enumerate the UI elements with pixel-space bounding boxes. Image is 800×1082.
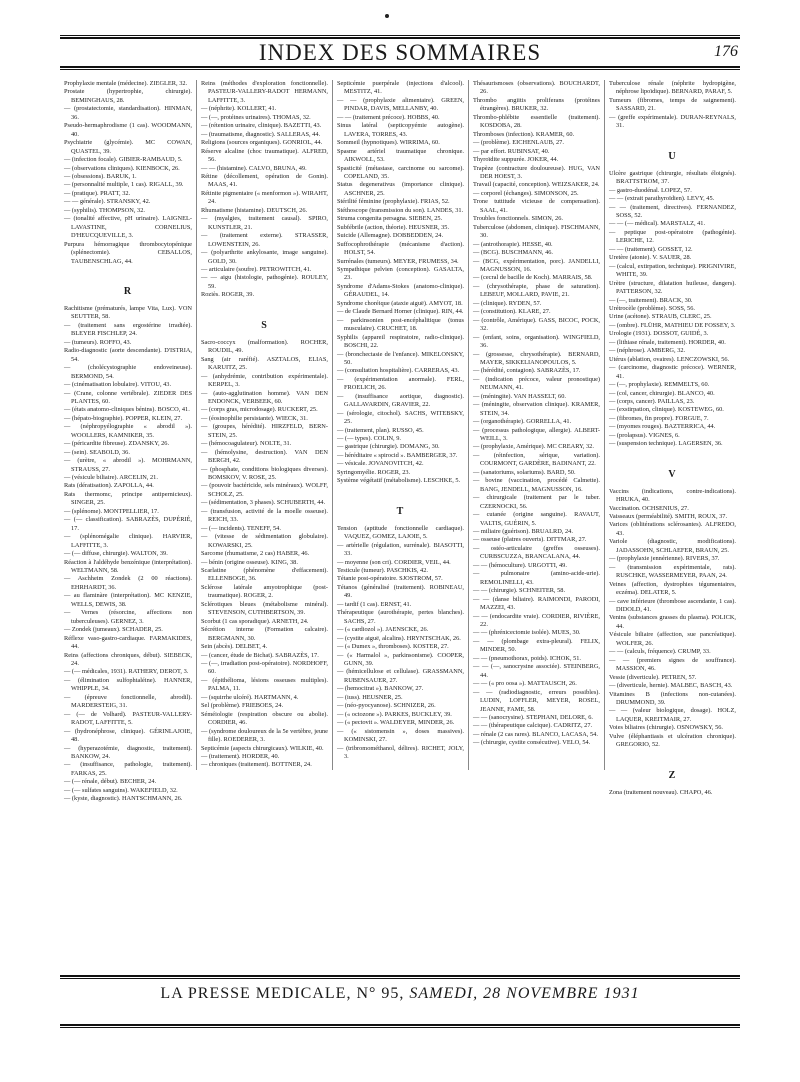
index-entry: — — (histamine). CALVO, BRUNA, 49.: [201, 164, 307, 172]
index-entry: — (— de Volhard). PASTEUR-VALLERY-RADOT, LAFFITTE, 5.: [64, 710, 192, 727]
index-entry: Variole (diagnostic, modifications). JADASSOHN, SCHLAEFER, BRAUN, 25.: [609, 538, 736, 554]
index-entry: — (« sistomensin », doses massives). KOMINSKI, 27.: [337, 727, 464, 744]
index-entry: — (sérologie, citochol). SACHS, WITEBSKY, 25.: [337, 409, 464, 426]
index-entry: Status degenerativus (importance clinique). ASCHNER, 25.: [337, 181, 464, 197]
index-entry: Vessie (diverticule). PETREN, 57.: [609, 673, 697, 681]
index-entry: — — (pneumothorax, poids). ICHOK, 51.: [473, 654, 582, 662]
index-entry: — (organothérapie). GORRELLA, 41.: [473, 418, 572, 426]
index-entry: — Vernes (résorcine, affections non tuberculeuses). GERNEZ, 3.: [64, 609, 192, 625]
index-entry: — (traitement sans ergostérine irradiée). BLEYER FISCHLEP, 24.: [64, 321, 192, 338]
index-entry: Sommeil (hypnotiques). WIRRIMA, 60.: [337, 139, 440, 147]
index-entry: — (méningite). VAN HASSELT, 60.: [473, 392, 566, 400]
index-entry: — (splénome). MONTPELLIER, 17.: [64, 507, 159, 515]
index-entry: Septicémie (aspects chirurgicaux). WILKIE, 40.: [201, 744, 324, 752]
index-entry: — (processus pathologique, allergie). ALBERT-WEILL, 3.: [473, 426, 600, 443]
index-entry: — (épithélioma, lésions osseuses multiples). PALMA, 11.: [201, 676, 328, 693]
index-entry: Sympathique pelvien (conception). GASALTA, 23.: [337, 265, 464, 282]
index-entry: — de Claude Bernard Horner (clinique). RIN, 44.: [337, 308, 464, 316]
index-entry: Sacro-coccyx (malformation). ROCHER, ROUDIL, 49.: [201, 338, 328, 355]
index-entry: Tumeurs (fibromes, temps de saignement). SASSARD, 21.: [609, 96, 736, 113]
index-entry: — (greffe expérimentale). DURAN-REYNALS, 31.: [609, 113, 736, 130]
footer-rule: [60, 975, 740, 977]
index-entry: — (éosinophilie persistante). WIECK, 31.: [201, 414, 308, 422]
index-entry: Tétanie post-opératoire. SJOSTROM, 57.: [337, 575, 443, 583]
index-entry: Scorbut (1 cas sporadique). ARNETH, 24.: [201, 617, 309, 625]
index-entry: Urine (acétone). STRAUB, CLERC, 25.: [609, 313, 712, 321]
index-entry: — vésicale. JOVANOVITCH, 42.: [337, 460, 424, 468]
top-center-mark: [385, 14, 389, 18]
index-entry: — (sein). SEABOLD, 36.: [64, 448, 130, 456]
index-entry: — (vitesse de sédimentation globulaire). KOWARSKI, 25.: [201, 533, 328, 549]
index-entry: — bovine (vaccination, procédé Calmette). BANG, JENDELL, MAGNUSSON, 16.: [473, 477, 600, 493]
index-entry: — gastrique (chirurgie). DOMANG, 30.: [337, 443, 440, 451]
index-entry: — par effort. RUBINSAT, 40.: [473, 147, 550, 155]
index-entry: Suffocophrothérapie (mécanisme d'action). HOLST, 54.: [337, 240, 464, 257]
index-entry: Syndrome choréique (ataxie aiguë). AMYOT, 18.: [337, 299, 463, 307]
index-entry: Voies biliaires (chirurgie). OSNOWSKY, 56.: [609, 724, 723, 732]
index-entry: — (traitement). HORDER, 40.: [201, 752, 280, 760]
index-entry: — (kyste, diagnostic). HANTSCHMANN, 26.: [64, 795, 183, 803]
index-entry: — (tonalité affective, pH urinaire). LAIGNEL-LAVASTINE, CORNELIUS, D'HEUCQUEVILLE, 3.: [64, 215, 192, 240]
index-entry: — moyenne (son cri). CORDIER, VEIL, 44.: [337, 558, 451, 566]
index-entry: Spasme artériel traumatique chronique. AIKWOLL, 53.: [337, 147, 464, 164]
index-entry: Syphilis (appareil respiratoire, radio-clinique). BOSCHI, 22.: [337, 333, 464, 350]
section-heading: S: [261, 319, 268, 331]
index-entry: — (grossesse, chrysothérapie). BERNARD, MAYER, SIKKELIANOPOULOS, 5.: [473, 350, 600, 366]
index-entry: — (corps, cancer). PAILLAS, 23.: [609, 397, 695, 405]
index-entry: Thyroïdite suppurée. JOKER, 44.: [473, 156, 559, 164]
index-entry: — (cystite aiguë, alcalins). HRYNTSCHAK, 26.: [337, 634, 461, 642]
index-entry: — (carcinome, diagnostic précoce). WERNER, 41.: [609, 364, 736, 380]
index-entry: — osseuse (platres ouverts). DITTMAR, 27.: [473, 536, 587, 544]
index-entry: Utérus (ablation, ovaires). LENCZOWSKI, 56.: [609, 355, 730, 363]
index-entry: — bénin (origine osseuse). KING, 38.: [201, 558, 298, 566]
index-entry: — (hémocoagulateur). NOLTE, 31.: [201, 440, 292, 448]
index-entry: Trapèze (contracture douloureuse). HUG, VAN DER HOEST, 3.: [473, 164, 600, 180]
index-entry: — (cholécystographie endoveineuse). BERMOND, 54.: [64, 364, 192, 380]
index-entry: — — (premiers signes de souffrance). MASSION, 46.: [609, 656, 736, 673]
index-entry: — (sédimentation, 3 phases). SCHUBERTH, 44.: [201, 499, 326, 507]
index-entry: — (— diffuse, chirurgie). WALTON, 39.: [64, 550, 168, 558]
index-entry: Radio-diagnostic (aorte descendante). D'ISTRIA, 54.: [64, 347, 192, 363]
index-entry: — (néo-pyocyanose). SCHNIZER, 26.: [337, 702, 436, 710]
index-entry: — (péricardite fibreuse). ZDANSKY, 26.: [64, 440, 170, 448]
index-entry: — (calcul, extirpation, technique). PRIGNIVIRE, WHITE, 39.: [609, 262, 736, 279]
index-entry: — — (—, sanocrysine associée). STEINBERG, 44.: [473, 663, 600, 679]
index-entry: Tension (aptitude fonctionnelle cardiaque). VAQUEZ, GOMEZ, LAJOIE, 5.: [337, 524, 464, 541]
index-entry: Reins (affections chroniques, début). SIEBECK, 24.: [64, 651, 192, 667]
index-entry: Réflexe vaso-gastro-cardiaque. FARMAKIDES, 44.: [64, 634, 192, 651]
index-entry: — (clinique). RYDEN, 57.: [473, 299, 542, 307]
index-entry: — — générale). STRANSKY, 42.: [64, 198, 151, 206]
index-entry: — (prostatectomie, standardisation). HINMAN, 36.: [64, 105, 192, 121]
index-entry: — articulaire (soufre). PETROWITCH, 41.: [201, 265, 312, 273]
index-entry: — — (danse biliaire). RAIMONDI, PARODI, MAZZEI, 43.: [473, 595, 600, 612]
index-entry: — (corps gras, microdosage). RUCKERT, 25.: [201, 406, 318, 414]
index-entry: — (épreuve fonctionnelle, abrodil). MARDERSTEIG, 31.: [64, 693, 192, 710]
index-entry: — (constitution). KLARE, 27.: [473, 308, 551, 316]
issue-date: SAMEDI, 28 NOVEMBRE 1931: [409, 985, 640, 1002]
index-entry: Vaccins (indications, contre-indications). HRUKA, 40.: [609, 487, 736, 504]
index-entry: Subfébrile (action, théorie). HEUSNER, 35.: [337, 223, 450, 231]
index-entry: Reins (méthodes d'exploration fonctionnelle). PASTEUR-VALLERY-RADOT HERMANN, LAFFITTE, 3.: [201, 80, 328, 104]
index-entry: Prostate (hypertrophie, chirurgie). BEMINGHAUS, 28.: [64, 88, 192, 104]
index-entry: — — (traitement précoce). HOBBS, 40.: [337, 113, 440, 121]
index-entry: — (« cardiozol »). JAENSCKE, 26.: [337, 626, 429, 634]
issue-number: N° 95,: [356, 985, 405, 1002]
index-column: [604, 80, 740, 796]
index-entry: — — (plombage extra-pleural). FELIX, MINDER, 50.: [473, 637, 600, 654]
index-entry: — (états anatomo-cliniques bénins). BOSCO, 41.: [64, 406, 190, 414]
section-heading: U: [668, 150, 677, 162]
index-entry: — (chrysothérapie, phase de saturation). LEBEUF, MOLLARD, PAVIE, 21.: [473, 282, 600, 299]
index-entry: Urètre (structure, dilatation huileuse, dangers). PATTERSON, 32.: [609, 279, 736, 296]
index-entry: — (néphrose). AMBERG, 32.: [609, 347, 686, 355]
index-entry: Sclérose latérale amyotrophique (post-traumatique). ROGER, 2.: [201, 583, 328, 600]
index-entry: — tardif (1 cas). ERNST, 41.: [337, 600, 412, 608]
index-entry: — cutanée (origine sanguine). RAVAUT, VALTIS, GUÉRIN, 5.: [473, 511, 600, 527]
index-entry: — — (hémoculture). URGOTTI, 49.: [473, 561, 567, 569]
index-entry: — (infection focale). GIBIER-RAMBAUD, 5.: [64, 156, 183, 164]
index-entry: Rhumatisme (histamine). DEUTSCH, 26.: [201, 206, 308, 214]
header-rule: [60, 66, 740, 68]
index-entry: — (problème). EICHENLAUB, 27.: [473, 139, 564, 147]
index-entry: — parkinsonien post-encéphalitique (tonus musculaire). CRUCHET, 18.: [337, 316, 464, 333]
index-entry: — — (endocardite vraie). CORDIER, RIVIÈRE, 22.: [473, 612, 600, 628]
index-entry: — (transfusion, activité de la moelle osseuse). REICH, 33.: [201, 507, 328, 524]
index-entry: — (syndrome douloureux de la 5e vertèbre, jeune fille). ROEDERER, 3.: [201, 727, 328, 744]
index-entry: — (— classification). SABRAZÈS, DUPÉRIÉ, 17.: [64, 516, 192, 532]
index-entry: Urétrocèle (problème). SOSS, 56.: [609, 304, 695, 312]
index-entry: — (expérimentation anormale). FERL, FROELICH, 26.: [337, 375, 464, 392]
index-entry: — Zondek (jumeaux). SCHADER, 25.: [64, 626, 163, 634]
index-entry: — au flaminàre (interprétation). MC KENZIE, WELLS, DEWIS, 38.: [64, 592, 192, 608]
index-entry: — — (traitement, directives). FERNANDEZ, SOSS, 52.: [609, 203, 736, 219]
index-entry: — (col, cancer, chirurgie). BLANCO, 40.: [609, 389, 715, 397]
index-entry: — (hemocitrat »). BANKOW, 27.: [337, 685, 424, 693]
index-entry: — — (— médical). MARSTALZ, 41.: [609, 220, 706, 228]
index-entry: — (insuffisance, pathologie, traitement). FARKAS, 25.: [64, 761, 192, 777]
index-entry: — (hérédité, contagion). SABRAZÈS, 17.: [473, 367, 581, 375]
index-entry: — pulmonaire (amino-acide-urie). REMOLINELLI, 43.: [473, 570, 600, 586]
index-entry: — (traumatisme, diagnostic). SALLERAS, 44.: [201, 130, 321, 138]
index-entry: — (néphrite). KOLLERT, 41.: [201, 105, 277, 113]
index-entry: — (méningite, observation clinique). KRAMER, STEIN, 34.: [473, 401, 600, 417]
index-entry: Syndrome d'Adams-Stokes (anatomo-clinique). GÉRAUDEL, 14.: [337, 282, 464, 299]
index-entry: — (« Harmalol », parkinsonisme). COOPER, GUNN, 39.: [337, 651, 464, 667]
index-entry: Surrénales (tumeurs). MEYER, FRUMESS, 34.: [337, 257, 459, 265]
index-entry: Sécrétion interne (Formation calcaire). BERGMANN, 30.: [201, 626, 328, 642]
index-entry: — (hémolysine, destruction). VAN DEN BERGH, 42.: [201, 448, 328, 465]
index-entry: — — (thérapeutique calcique). CADRITZ, 27.: [473, 722, 593, 730]
index-entry: — (transmission expérimentale, rats). RUSCHKE, WASSERMEYER, PAAN, 24.: [609, 563, 736, 580]
index-entry: Sang (air raréfié). ASZTALOS, ELIAS, KARUITZ, 25.: [201, 355, 328, 372]
index-entry: Vulve (éléphantiasis et ulcération chronique). GREGORIO, 52.: [609, 732, 736, 749]
index-entry: Urologie (1931). DOSSOT, GUIDÉ, 3.: [609, 330, 709, 338]
index-entry: — (—, traitement). BRACK, 30.: [609, 296, 693, 304]
index-entry: — (— rénale, début). BECHER, 24.: [64, 778, 157, 786]
index-entry: — (cinématisation lobulaire). VITOU, 43.: [64, 381, 172, 389]
index-entry: Rétinite pigmentaire (« menformon »). WIRAHT, 24.: [201, 189, 328, 206]
index-entry: — (myomes rouges). BAZTERRICA, 44.: [609, 423, 716, 431]
index-entry: — (prolapsus). VIGNES, 6.: [609, 431, 680, 439]
index-entry: — gastro-duodénal. LOPEZ, 57.: [609, 186, 692, 194]
index-entry: Rétine (décollement, opération de Gonin). MAAS, 41.: [201, 172, 328, 189]
index-entry: Varices (oblitérations sclérosantes). ALFREDO, 43.: [609, 521, 736, 537]
index-entry: — — (phrénicectomie isolée). MUES, 30.: [473, 629, 581, 637]
index-entry: Thromboses (infection). KRAMER, 60.: [473, 130, 575, 138]
index-entry: Ulcère gastrique (chirurgie, résultats éloignés). BRATTSTROM, 37.: [609, 169, 736, 186]
index-entry: Thrombo angiitis proliferans (protéines étrangères). BRUKER, 32.: [473, 96, 600, 113]
index-entry: — — (calculs, fréquence). CRUMP, 33.: [609, 648, 711, 656]
index-entry: Struma congenita persagna. SIEBEN, 25.: [337, 215, 443, 223]
index-entry: Sarcome (rhumatisme, 2 cas) HABER, 46.: [201, 550, 310, 558]
journal-footer: [0, 985, 800, 1003]
index-entry: — corporel (échanges). SIMONSON, 25.: [473, 189, 579, 197]
index-entry: — (iuss). HEUSNER, 25.: [337, 693, 403, 701]
index-entry: Vésicule biliaire (affection, sue pancréatique). WOLFER, 26.: [609, 631, 736, 647]
index-entry: Système végétatif (métabolisme). LESCHKE, 5.: [337, 477, 461, 485]
index-entry: — chroniques (traitement). BOTTNER, 24.: [201, 761, 312, 769]
index-entry: — (antrothorapie). HESSE, 40.: [473, 240, 553, 248]
index-entry: — — (sanocrysine). STEPHANI, DELORE, 6.: [473, 713, 593, 721]
index-entry: — (hyperazotémie, diagnostic, traitement). BANKOW, 24.: [64, 744, 192, 760]
index-entry: — (BCG). BUSCHMANN, 46.: [473, 249, 554, 257]
index-entry: Vaccination. OCHSENIUS, 27.: [609, 504, 689, 512]
section-heading: R: [123, 285, 133, 297]
index-entry: Rachitisme (prématurés, lampe Vita, Lux). VON SEUTTER, 58.: [64, 304, 192, 321]
index-entry: — (groupes, hérédité). HIRZFELD, BERN-STEIN, 25.: [201, 423, 328, 439]
index-entry: Sclérotiques bleues (métabolisme minéral). STEVENSON, CUTHBERTSON, 39.: [201, 600, 328, 617]
index-entry: — (obsessions). BARUK, 1.: [64, 172, 137, 180]
index-entry: — (réinfection, sérique, variation). COURMONT, GARDÈRE, BADINANT, 22.: [473, 451, 600, 468]
index-entry: — (consultation hospitalière). CARRERAS, 43.: [337, 367, 460, 375]
index-column: [468, 80, 604, 770]
index-entry: — — (traitement). GOSSET, 12.: [609, 245, 693, 253]
index-entry: Purpura hémorragique thrombocytopénique (splénectomie). CEBALLOS, TAUBENSCHLAG, 44.: [64, 240, 192, 265]
index-entry: — artérielle (régulation, surrénale). BIASOTTI, 33.: [337, 541, 464, 558]
index-entry: Roziès. ROGER, 39.: [201, 291, 255, 299]
index-entry: — (« pectovit ». WALDEYER, MINDER, 26.: [337, 719, 455, 727]
index-entry: Septicémie puerpérale (injections d'alcool). MESTITZ, 41.: [337, 80, 464, 96]
page-number: 176: [714, 43, 738, 60]
index-entry: — (—, irradiation post-opératoire). NORDHOFF, 60.: [201, 660, 328, 676]
index-entry: — — (chirurgie). SCHNEITER, 58.: [473, 587, 566, 595]
index-entry: Prophylaxie mentale (médecine). ZIEGLER, 32.: [64, 80, 188, 87]
index-entry: — (enfant, soins, organisation). WINGFIELD, 36.: [473, 333, 600, 350]
index-entry: — (contrôle, Amérique). GASS, BICOC, POCK, 32.: [473, 316, 600, 333]
index-entry: — — (extrait parathyroïdien). LEVY, 45.: [609, 195, 715, 203]
index-entry: — (vésicule biliaire). ARCELIN, 21.: [64, 474, 158, 482]
index-entry: Thrombo-phlébite essentielle (traitement). KOSDOBA, 28.: [473, 113, 600, 130]
index-entry: Troubles fonctionnels. SIMON, 26.: [473, 215, 563, 223]
index-entry: — (Crane, colonne vertébrale). ZIEDER DES PLANTES, 60.: [64, 389, 192, 405]
index-entry: Scarlatine (phénomène d'effacement). ELLENBOGE, 36.: [201, 567, 328, 583]
index-entry: — (exstirpation, clinique). KOSTEWEG, 60.: [609, 406, 724, 414]
index-entry: — (urètre, « abrodil »). MOHRMANN, STRAUSS, 27.: [64, 457, 192, 473]
index-entry: Trone tuttitude vicieuse de compensation). SAAL, 41.: [473, 198, 600, 214]
index-entry: — (suspension technique). LAGERSEN, 36.: [609, 440, 723, 448]
index-entry: — (prophylaxie, Amérique). MC CREARY, 32.: [473, 443, 594, 451]
index-entry: Suicide (Allemagne). DOBBEDDEN, 24.: [337, 232, 444, 240]
index-entry: Thérapeutique (aurothérapie, pertes blanches). SACHS, 27.: [337, 609, 464, 625]
index-entry: — (personnalité multiple, 1 cas). RIGALL, 39.: [64, 181, 184, 189]
index-entry: — (« Dumex », thromboses). KOSTER, 27.: [337, 643, 449, 651]
index-entry: Stéthoscope (transmission du son). LANDES, 31.: [337, 206, 464, 214]
index-entry: — (squirrhe ulcéré). HARTMANN, 4.: [201, 693, 299, 701]
index-entry: — (— types). COLIN, 9.: [337, 435, 401, 443]
index-entry: Uretère (atonie). V. SAUER, 28.: [609, 254, 692, 262]
index-entry: Venins (substances grasses du plasma). POLICK, 44.: [609, 614, 736, 630]
index-entry: — (sanatoriums, solariums). BARD, 50.: [473, 468, 576, 476]
index-entry: — (hépato-biographie). POPPER, KLEIN, 27.: [64, 414, 183, 422]
section-heading: T: [396, 505, 405, 517]
index-entry: — — (valeur biologique, dosage). HOLZ, LAQUER, KREITMAIR, 27.: [609, 707, 736, 723]
index-entry: Thésaurismoses (observations). BOUCHARDT, 26.: [473, 80, 600, 96]
index-entry: — (traitement externe). STRASSER, LOWENSTEIN, 26.: [201, 232, 328, 248]
index-entry: — (hydronéphrose, clinique). GÉRINLAJOIE, 48.: [64, 727, 192, 744]
footer-rule: [60, 978, 740, 979]
index-entry: — (pratique). PRATT, 32.: [64, 189, 131, 197]
index-entry: — (diverticule, hernie). MALBEC, BASCH, 43.: [609, 682, 733, 690]
index-entry: — (anhydrémie, contribution expérimentale). KERPEL, 3.: [201, 372, 328, 389]
index-entry: — (cancer, étude de Bichat). SABRAZÈS, 17.: [201, 651, 319, 659]
index-entry: Rats (dératisation). ZAPOLLA, 44.: [64, 482, 154, 490]
index-entry: — (— incidents). TENEFF, 54.: [201, 524, 281, 532]
index-entry: — (tumeurs). ROFFO, 43.: [64, 338, 132, 346]
index-entry: Tétanos (généralisé (traitement). ROBINEAU, 49.: [337, 583, 464, 600]
index-entry: — (ombre). FLÜHR, MATHIEU DE FOSSEY, 3.: [609, 321, 736, 329]
index-entry: Spasticité (métastase, carcinome ou sarcome). COPELAND, 35.: [337, 164, 464, 180]
index-entry: Vaisseaux (perméabilité). SMITH, ROUX, 37.: [609, 513, 728, 521]
index-entry: Réserve alcaline (choc traumatique). ALFRED, 56.: [201, 147, 328, 164]
index-entry: — (— médicales, 1931). RATHERY, DEROT, 3.: [64, 668, 189, 676]
index-entry: — (élimination sulfophtaléine). HANNER, WHIPPLE, 34.: [64, 676, 192, 693]
index-entry: — (myalgies, traitement causal). SPIRO, KUNSTLER, 21.: [201, 215, 328, 231]
index-entry: — héréditaire « spirocid ». BAMBERGER, 37.: [337, 451, 458, 459]
index-entry: — — aigu (histologie, pathogénie). ROULEY, 59.: [201, 274, 328, 290]
footer-rule: [60, 1024, 740, 1026]
index-entry: — (cecral de bacille de Koch). MARRAIS, 58.: [473, 274, 593, 282]
index-entry: — (hémicellulose et cellulase). GRASSMANN, RUBENSAUER, 27.: [337, 668, 464, 684]
index-entry: — — (prophylaxie alimentaire). GREEN, PINDAR, DAVIS, MELLANBY, 40.: [337, 96, 464, 113]
index-entry: — (« octozone »). PARKES, BUCKLEY, 39.: [337, 710, 452, 718]
index-entry: Pseudo-hermaphrodisme (1 cas). WOODMANN, 40.: [64, 122, 192, 138]
index-entry: Psychiatrie (glycémie). MC COWAN, QUASTEL, 39.: [64, 139, 192, 155]
index-entry: — — (radiodiagnostic, erreurs possibles). LUDIN, LOFFLER, MEYER, ROSEL, JEANNE, FAME, 58.: [473, 688, 600, 713]
index-entry: Sein (abcès). DELBET, 4.: [201, 643, 268, 651]
index-entry: Zona (traitement nouveau). CHAPO, 46.: [609, 788, 713, 796]
index-entry: — Aschheim Zondek (2 00 réactions). EHRHARDT, 36.: [64, 575, 192, 591]
journal-name: LA PRESSE MEDICALE,: [160, 985, 352, 1002]
index-entry: Rats thermomc, principe antipernicieux). SINGER, 25.: [64, 490, 192, 507]
index-entry: — (BCG, expérimentation, porc). JANDELLI, MAGNUSSON, 16.: [473, 257, 600, 273]
index-entry: — (insuffisance aortique, diagnostic). GALLAVARDIN, GRAVIER, 22.: [337, 392, 464, 409]
index-entry: Vitamines B (infections non-cutanées). DRUMMOND, 39.: [609, 690, 736, 706]
index-entry: Travail (capacité, conception). WEIZSAKER, 24.: [473, 181, 600, 189]
section-heading: V: [668, 468, 677, 480]
index-entry: Syringomyélie. ROGER, 23.: [337, 468, 411, 476]
index-entry: Séméiologie (respiration obscure ou abolie). CORDIER, 46.: [201, 710, 328, 727]
index-entry: — rénale (2 cas rares). BLANCO, LACASA, 54.: [473, 730, 598, 738]
index-entry: — peptique post-opératoire (pathogénie). LERICHE, 12.: [609, 228, 736, 245]
index-column: [332, 80, 468, 770]
page-title: INDEX DES SOMMAIRES: [258, 40, 542, 65]
index-entry: — (indication précoce, valeur pronostique) NEUMANN, 41.: [473, 375, 600, 392]
index-entry: — (lithiase rénale, traitement). HORDER, 40.: [609, 338, 726, 346]
index-entry: — (—, protéines urinaires). THOMAS, 32.: [201, 113, 311, 121]
index-entry: — (splénomégalie clinique). HARVIER, LAFFITTE, 3.: [64, 533, 192, 549]
index-columns: [60, 80, 740, 803]
index-entry: — (traitement, plan). RUSSO, 45.: [337, 426, 424, 434]
index-entry: — (fibromes, fin propre). FORGUE, 7.: [609, 414, 709, 422]
index-entry: Tuberculose rénale (néphrite hydropigène, néphrose lipoïdique). BERNARD, PARAF, 5.: [609, 80, 736, 96]
header-rule: [60, 37, 740, 39]
index-entry: — (tribromométhanol, délires). RICHET, JOLY, 3.: [337, 744, 464, 760]
index-entry: — — (« pro oosa »). MATTAUSCH, 26.: [473, 680, 577, 688]
index-entry: — (phosphate, conditions biologiques diverses). BOMSKOV, V. ROSE, 25.: [201, 465, 328, 482]
index-entry: — miliaire (guérison). BRUALRD, 24.: [473, 528, 573, 536]
index-entry: — (—, prophylaxie). REMMELTS, 60.: [609, 381, 710, 389]
index-entry: — (pouvoir bactéricide, sels minéraux). WOLFF, SCHOLZ, 25.: [201, 482, 328, 498]
index-entry: Sel (problème). FRIEBOES, 24.: [201, 702, 284, 710]
header-rule: [60, 69, 740, 70]
index-entry: — (— sulfates sanguins). WAKEFIELD, 32.: [64, 786, 178, 794]
index-entry: Veines (affection, dystrophies tégumentaires, eczéma). DELATER, 5.: [609, 580, 736, 597]
footer-rule: [60, 1027, 740, 1028]
index-entry: — (néphropyélographie « abrodil »). WOOLLERS, KAMNIKER, 35.: [64, 423, 192, 439]
index-column: [60, 80, 196, 803]
index-entry: — (polyarthrite ankylosante, image sanguine). GOLD, 30.: [201, 249, 328, 265]
index-entry: — (observations cliniques). KIENBOCK, 26.: [64, 164, 180, 172]
index-entry: Sinus latéral (septicopyémie autogène). LAVERA, TORRES, 43.: [337, 122, 464, 138]
index-entry: Tuberculose (abdomen, clinique). FISCHMANN, 30.: [473, 223, 600, 240]
index-entry: — ostéo-articulaire (greffes osseuses). CURBSCUZZA, BRANCALANA, 44.: [473, 544, 600, 561]
index-entry: Stérilité féminine (prophylaxie). FRIAS, 52.: [337, 198, 450, 206]
index-entry: — (chirurgie, cystite consécutive). VELO, 54.: [473, 739, 591, 747]
index-entry: Testicule (tumeur). PASCHKIS, 42.: [337, 567, 428, 575]
section-heading: Z: [668, 769, 677, 781]
header-rule: [60, 35, 740, 36]
index-entry: Réaction à l'aldéhyde benzénique (interprétation). WELTMANN, 58.: [64, 558, 192, 575]
index-entry: Religions (sources organiques). GONRIOL, 44.: [201, 139, 323, 147]
index-column: [196, 80, 332, 770]
index-entry: — (prophylaxie jennérienne). RIVERS, 37.: [609, 555, 720, 563]
index-entry: — chirurgicale (traitement par le tuber. CZERNOCKI, 56.: [473, 494, 600, 510]
index-entry: — cave inférieure (thrombose ascendante, 1 cas). DIDOLD, 41.: [609, 597, 736, 614]
index-entry: — (auto-agglutination homme). VAN DEN ENDONCK, VERBEEK, 60.: [201, 389, 328, 405]
index-entry: — (rétention urinaire, clinique). BAZETTI, 43.: [201, 122, 322, 130]
index-entry: — (bronchectasie de l'enfance). MIKELONSKY, 50.: [337, 350, 464, 366]
index-entry: — (syphilis). THOMPSON, 32.: [64, 206, 145, 214]
